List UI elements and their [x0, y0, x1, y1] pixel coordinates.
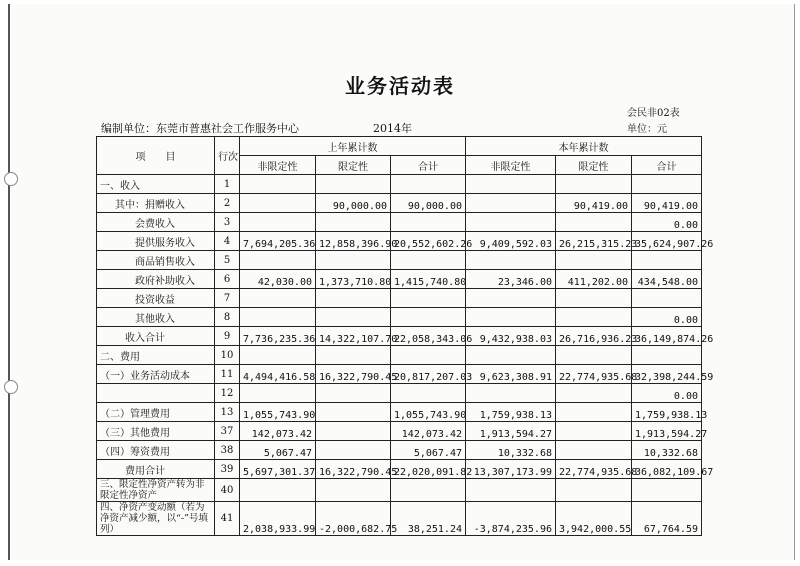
- cell-prev-restricted: 12,858,396.90: [316, 232, 391, 251]
- cell-curr-unrestricted: -3,874,235.96: [466, 502, 556, 536]
- cell-prev-restricted: [316, 175, 391, 194]
- row-item-label: [97, 384, 215, 403]
- cell-curr-restricted: [556, 213, 632, 232]
- cell-prev-restricted: [316, 384, 391, 403]
- row-line-number: 1: [215, 175, 240, 194]
- activity-table: [96, 136, 714, 536]
- table-row: [97, 194, 702, 213]
- cell-curr-restricted: [556, 308, 632, 327]
- cell-prev-total: [391, 346, 466, 365]
- row-line-number: 38: [215, 441, 240, 460]
- cell-curr-total: 0.00: [632, 308, 702, 327]
- row-item-label: 其中：捐赠收入: [97, 194, 215, 213]
- cell-curr-unrestricted: [466, 194, 556, 213]
- row-line-number: 11: [215, 365, 240, 384]
- row-line-number: 7: [215, 289, 240, 308]
- cell-prev-restricted: 14,322,107.70: [316, 327, 391, 346]
- row-item-label: 政府补助收入: [97, 270, 215, 289]
- cell-prev-total: 1,055,743.90: [391, 403, 466, 422]
- table-row: [97, 479, 702, 502]
- row-line-number: 13: [215, 403, 240, 422]
- row-item-label: 收入合计: [97, 327, 215, 346]
- row-item-label: 提供服务收入: [97, 232, 215, 251]
- header-prev-year: 上年累计数: [240, 137, 466, 156]
- cell-curr-unrestricted: 1,759,938.13: [466, 403, 556, 422]
- report-title: 业务活动表: [345, 74, 455, 98]
- cell-curr-restricted: 3,942,000.55: [556, 502, 632, 536]
- cell-prev-unrestricted: 2,038,933.99: [240, 502, 316, 536]
- cell-prev-total: [391, 289, 466, 308]
- cell-curr-restricted: 411,202.00: [556, 270, 632, 289]
- cell-prev-unrestricted: 42,030.00: [240, 270, 316, 289]
- cell-curr-unrestricted: [466, 251, 556, 270]
- cell-curr-unrestricted: [466, 175, 556, 194]
- row-line-number: 37: [215, 422, 240, 441]
- cell-prev-unrestricted: 4,494,416.58: [240, 365, 316, 384]
- header-curr-year: 本年累计数: [466, 137, 702, 156]
- cell-prev-total: 20,552,602.26: [391, 232, 466, 251]
- punch-hole-icon: [4, 172, 18, 186]
- cell-prev-total: [391, 479, 466, 502]
- cell-prev-restricted: 16,322,790.45: [316, 365, 391, 384]
- cell-curr-restricted: [556, 422, 632, 441]
- cell-prev-restricted: 1,373,710.80: [316, 270, 391, 289]
- row-item-label: 四、净资产变动额（若为净资产减少额，以“-”号填列）: [97, 502, 215, 536]
- organization-name: 编制单位：东莞市普惠社会工作服务中心: [101, 122, 299, 135]
- report-year: 2014年: [373, 122, 412, 135]
- row-item-label: 其他收入: [97, 308, 215, 327]
- row-item-label: （四）筹资费用: [97, 441, 215, 460]
- cell-curr-restricted: [556, 346, 632, 365]
- cell-prev-unrestricted: 5,697,301.37: [240, 460, 316, 479]
- row-line-number: 8: [215, 308, 240, 327]
- row-line-number: 5: [215, 251, 240, 270]
- header-item: 项 目: [97, 137, 215, 175]
- cell-curr-restricted: 22,774,935.68: [556, 365, 632, 384]
- cell-curr-total: [632, 251, 702, 270]
- cell-prev-total: 22,020,091.82: [391, 460, 466, 479]
- cell-curr-unrestricted: [466, 213, 556, 232]
- cell-curr-unrestricted: [466, 289, 556, 308]
- cell-curr-unrestricted: [466, 384, 556, 403]
- cell-prev-total: 1,415,740.80: [391, 270, 466, 289]
- table-row: [97, 213, 702, 232]
- cell-curr-unrestricted: 1,913,594.27: [466, 422, 556, 441]
- cell-prev-restricted: -2,000,682.75: [316, 502, 391, 536]
- table-row: [97, 270, 702, 289]
- form-code: 会民非02表: [627, 108, 680, 119]
- cell-curr-total: 32,398,244.59: [632, 365, 702, 384]
- header-curr-unrestricted: 非限定性: [466, 156, 556, 175]
- cell-prev-restricted: [316, 251, 391, 270]
- cell-curr-restricted: 22,774,935.68: [556, 460, 632, 479]
- cell-prev-total: [391, 308, 466, 327]
- cell-prev-total: [391, 175, 466, 194]
- table-row: [97, 384, 702, 403]
- cell-curr-total: 0.00: [632, 213, 702, 232]
- cell-prev-total: [391, 384, 466, 403]
- table-row: [97, 232, 702, 251]
- row-item-label: （一）业务活动成本: [97, 365, 215, 384]
- row-line-number: 4: [215, 232, 240, 251]
- cell-prev-total: [391, 251, 466, 270]
- table-row: [97, 502, 702, 536]
- cell-prev-unrestricted: 1,055,743.90: [240, 403, 316, 422]
- row-item-label: 商品销售收入: [97, 251, 215, 270]
- header-curr-restricted: 限定性: [556, 156, 632, 175]
- header-prev-unrestricted: 非限定性: [240, 156, 316, 175]
- table-row: [97, 441, 702, 460]
- cell-curr-total: 1,913,594.27: [632, 422, 702, 441]
- cell-prev-total: 38,251.24: [391, 502, 466, 536]
- cell-curr-restricted: [556, 175, 632, 194]
- cell-curr-unrestricted: 9,432,938.03: [466, 327, 556, 346]
- cell-prev-unrestricted: [240, 346, 316, 365]
- cell-curr-total: [632, 175, 702, 194]
- row-item-label: 二、费用: [97, 346, 215, 365]
- punch-hole-icon: [4, 380, 18, 394]
- cell-curr-total: 90,419.00: [632, 194, 702, 213]
- cell-prev-restricted: [316, 346, 391, 365]
- cell-prev-total: 90,000.00: [391, 194, 466, 213]
- table-row: [97, 308, 702, 327]
- header-line: 行次: [215, 137, 240, 175]
- cell-curr-restricted: [556, 384, 632, 403]
- cell-prev-total: 20,817,207.03: [391, 365, 466, 384]
- row-item-label: 投资收益: [97, 289, 215, 308]
- cell-prev-restricted: [316, 403, 391, 422]
- currency-unit: 单位：元: [627, 124, 667, 135]
- cell-prev-unrestricted: [240, 308, 316, 327]
- cell-curr-total: 67,764.59: [632, 502, 702, 536]
- cell-curr-total: [632, 479, 702, 502]
- cell-prev-unrestricted: [240, 479, 316, 502]
- table-row: [97, 289, 702, 308]
- row-line-number: 12: [215, 384, 240, 403]
- cell-prev-total: 142,073.42: [391, 422, 466, 441]
- cell-curr-unrestricted: 13,307,173.99: [466, 460, 556, 479]
- table-row: [97, 403, 702, 422]
- row-line-number: 6: [215, 270, 240, 289]
- cell-prev-total: 22,058,343.06: [391, 327, 466, 346]
- cell-curr-restricted: 26,215,315.23: [556, 232, 632, 251]
- cell-curr-total: [632, 289, 702, 308]
- row-item-label: 会费收入: [97, 213, 215, 232]
- table-row: [97, 460, 702, 479]
- cell-prev-unrestricted: [240, 384, 316, 403]
- cell-prev-restricted: [316, 289, 391, 308]
- table-row: [97, 346, 702, 365]
- table-row: [97, 327, 702, 346]
- row-line-number: 3: [215, 213, 240, 232]
- cell-curr-total: 1,759,938.13: [632, 403, 702, 422]
- cell-curr-restricted: [556, 403, 632, 422]
- cell-prev-restricted: 16,322,790.45: [316, 460, 391, 479]
- cell-prev-restricted: [316, 441, 391, 460]
- cell-curr-total: 10,332.68: [632, 441, 702, 460]
- table-row: [97, 251, 702, 270]
- cell-curr-unrestricted: [466, 479, 556, 502]
- cell-curr-restricted: [556, 289, 632, 308]
- cell-prev-unrestricted: 7,694,205.36: [240, 232, 316, 251]
- cell-curr-total: 434,548.00: [632, 270, 702, 289]
- row-line-number: 40: [215, 479, 240, 502]
- cell-curr-unrestricted: 9,409,592.03: [466, 232, 556, 251]
- cell-curr-restricted: [556, 251, 632, 270]
- cell-curr-unrestricted: [466, 346, 556, 365]
- cell-curr-total: 0.00: [632, 384, 702, 403]
- row-item-label: （二）管理费用: [97, 403, 215, 422]
- cell-curr-restricted: 90,419.00: [556, 194, 632, 213]
- cell-prev-unrestricted: [240, 194, 316, 213]
- cell-prev-unrestricted: [240, 213, 316, 232]
- table-row: [97, 175, 702, 194]
- cell-prev-unrestricted: [240, 175, 316, 194]
- cell-curr-unrestricted: [466, 308, 556, 327]
- cell-prev-unrestricted: 5,067.47: [240, 441, 316, 460]
- cell-curr-unrestricted: 23,346.00: [466, 270, 556, 289]
- cell-prev-restricted: [316, 479, 391, 502]
- cell-prev-restricted: [316, 308, 391, 327]
- row-item-label: 三、限定性净资产转为非限定性净资产: [97, 479, 215, 502]
- cell-curr-total: [632, 346, 702, 365]
- header-prev-restricted: 限定性: [316, 156, 391, 175]
- cell-curr-total: 36,082,109.67: [632, 460, 702, 479]
- cell-curr-unrestricted: 9,623,308.91: [466, 365, 556, 384]
- cell-prev-restricted: 90,000.00: [316, 194, 391, 213]
- cell-prev-total: 5,067.47: [391, 441, 466, 460]
- cell-prev-unrestricted: 7,736,235.36: [240, 327, 316, 346]
- cell-curr-restricted: [556, 479, 632, 502]
- row-line-number: 39: [215, 460, 240, 479]
- row-line-number: 2: [215, 194, 240, 213]
- row-line-number: 41: [215, 502, 240, 536]
- cell-curr-unrestricted: 10,332.68: [466, 441, 556, 460]
- cell-prev-unrestricted: [240, 251, 316, 270]
- cell-prev-total: [391, 213, 466, 232]
- cell-curr-total: 35,624,907.26: [632, 232, 702, 251]
- header-curr-total: 合计: [632, 156, 702, 175]
- header-prev-total: 合计: [391, 156, 466, 175]
- table-row: [97, 365, 702, 384]
- cell-prev-unrestricted: 142,073.42: [240, 422, 316, 441]
- row-item-label: 一、收入: [97, 175, 215, 194]
- cell-prev-restricted: [316, 422, 391, 441]
- cell-prev-restricted: [316, 213, 391, 232]
- row-line-number: 9: [215, 327, 240, 346]
- row-line-number: 10: [215, 346, 240, 365]
- cell-curr-restricted: 26,716,936.23: [556, 327, 632, 346]
- table-row: [97, 422, 702, 441]
- row-item-label: （三）其他费用: [97, 422, 215, 441]
- row-item-label: 费用合计: [97, 460, 215, 479]
- cell-prev-unrestricted: [240, 289, 316, 308]
- cell-curr-total: 36,149,874.26: [632, 327, 702, 346]
- cell-curr-restricted: [556, 441, 632, 460]
